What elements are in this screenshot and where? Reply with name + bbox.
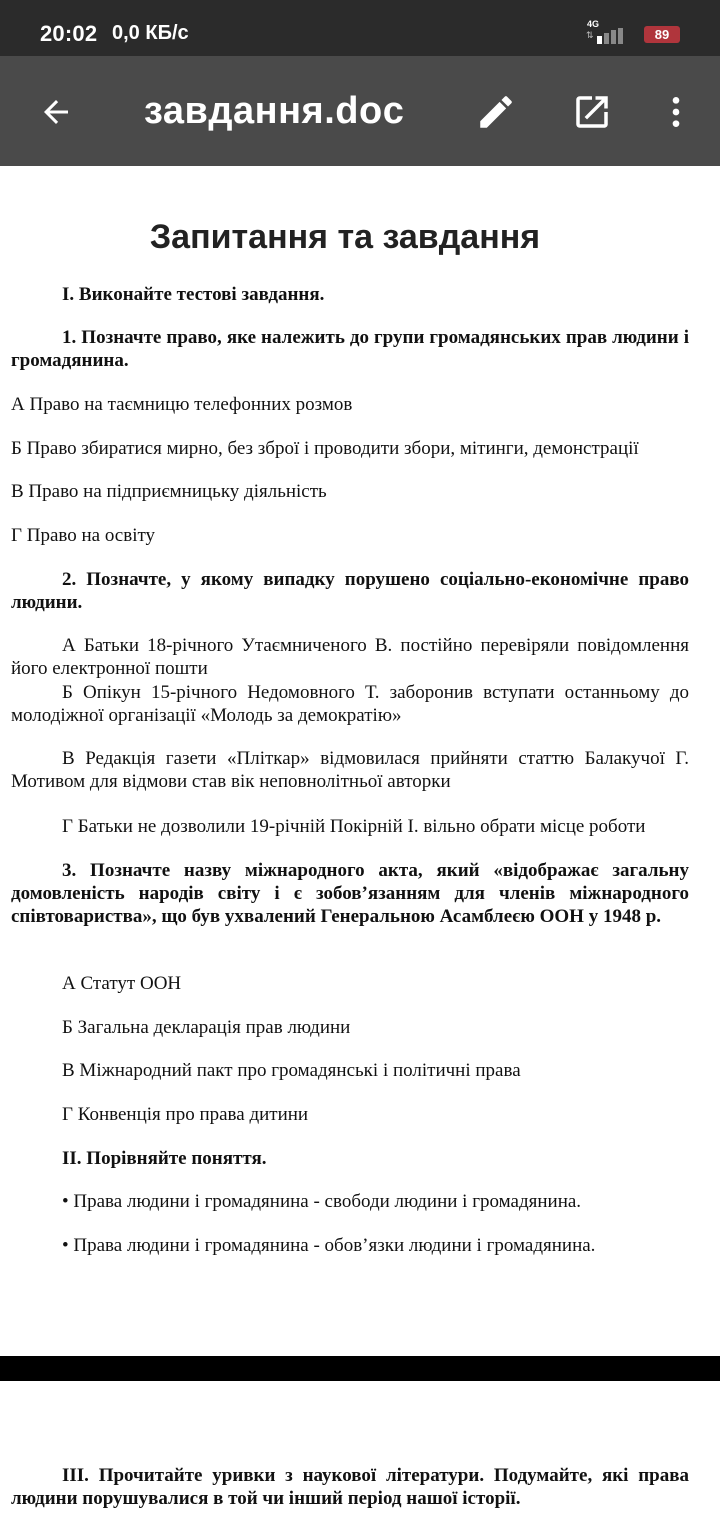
network-speed: 0,0 КБ/с — [112, 22, 189, 44]
battery-level: 89 — [654, 27, 670, 42]
app-bar — [0, 56, 720, 166]
q3-option-c: В Міжнародний пакт про громадянські і політичні права — [62, 1060, 521, 1081]
page-break — [0, 1356, 720, 1381]
q1-option-d: Г Право на освіту — [11, 525, 156, 546]
q3-option-a: А Статут ООН — [62, 973, 182, 994]
q2-option-a: А Батьки 18-річного Утаємниченого В. постійно перевіряли повідомлення його електронної пошти — [11, 635, 689, 679]
q3-option-d: Г Конвенція про права дитини — [62, 1104, 309, 1125]
question-2: 2. Позначте, у якому випадку порушено соціально-економічне право людини. — [11, 569, 689, 613]
section-3-heading: ІІІ. Прочитайте уривки з наукової літератури. Подумайте, які права людини порушувалися в той чи інший період нашої історії. — [11, 1465, 689, 1509]
more-options-button[interactable] — [648, 84, 704, 140]
q1-option-b: Б Право збиратися мирно, без зброї і проводити збори, мітинги, демонстрації — [11, 438, 639, 459]
back-button[interactable] — [28, 84, 84, 140]
section-1-heading: І. Виконайте тестові завдання. — [62, 284, 325, 305]
more-vert-icon — [656, 92, 696, 132]
compare-item: • Права людини і громадянина - обов’язки людини і громадянина. — [62, 1235, 596, 1256]
document-title: завдання.doc — [144, 90, 405, 132]
q2-option-d: Г Батьки не дозволили 19-річній Покірній І. вільно обрати місце роботи — [62, 816, 646, 837]
q2-option-b: Б Опікун 15-річного Недомовного Т. заборонив вступати останньому до молодіжної організації «Молодь за демократію» — [11, 682, 689, 726]
data-arrows-icon: ⇅ — [586, 31, 594, 41]
document-page — [0, 166, 720, 1356]
open-in-app-button[interactable] — [564, 84, 620, 140]
network-type: 4G — [587, 19, 600, 29]
battery-icon — [644, 26, 680, 43]
question-1: 1. Позначте право, яке належить до групи громадянських прав людини і громадянина. — [11, 327, 689, 371]
signal-icon — [585, 18, 635, 46]
section-2-heading: ІІ. Порівняйте поняття. — [62, 1148, 267, 1169]
status-time: 20:02 — [40, 21, 98, 46]
document-heading: Запитання та завдання — [149, 218, 541, 256]
pencil-icon — [475, 91, 517, 133]
arrow-back-icon — [38, 94, 74, 130]
edit-button[interactable] — [468, 84, 524, 140]
status-bar — [0, 0, 720, 56]
q3-option-b: Б Загальна декларація прав людини — [62, 1017, 351, 1038]
q2-option-c: В Редакція газети «Пліткар» відмовилася прийняти статтю Балакучої Г. Мотивом для відмови став вік неповнолітньої авторки — [11, 748, 689, 792]
compare-item: • Права людини і громадянина - свободи людини і громадянина. — [62, 1191, 582, 1212]
q1-option-a: А Право на таємницю телефонних розмов — [11, 394, 353, 415]
open-in-new-icon — [571, 91, 613, 133]
q1-option-c: В Право на підприємницьку діяльність — [11, 481, 327, 502]
question-3: 3. Позначте назву міжнародного акта, який «відображає загальну домовленість народів світу і є зобов’язанням для членів міжнародного співтовариства», що був ухвалений Генеральною Асамблеєю ООН у 1948 р. — [11, 860, 689, 927]
